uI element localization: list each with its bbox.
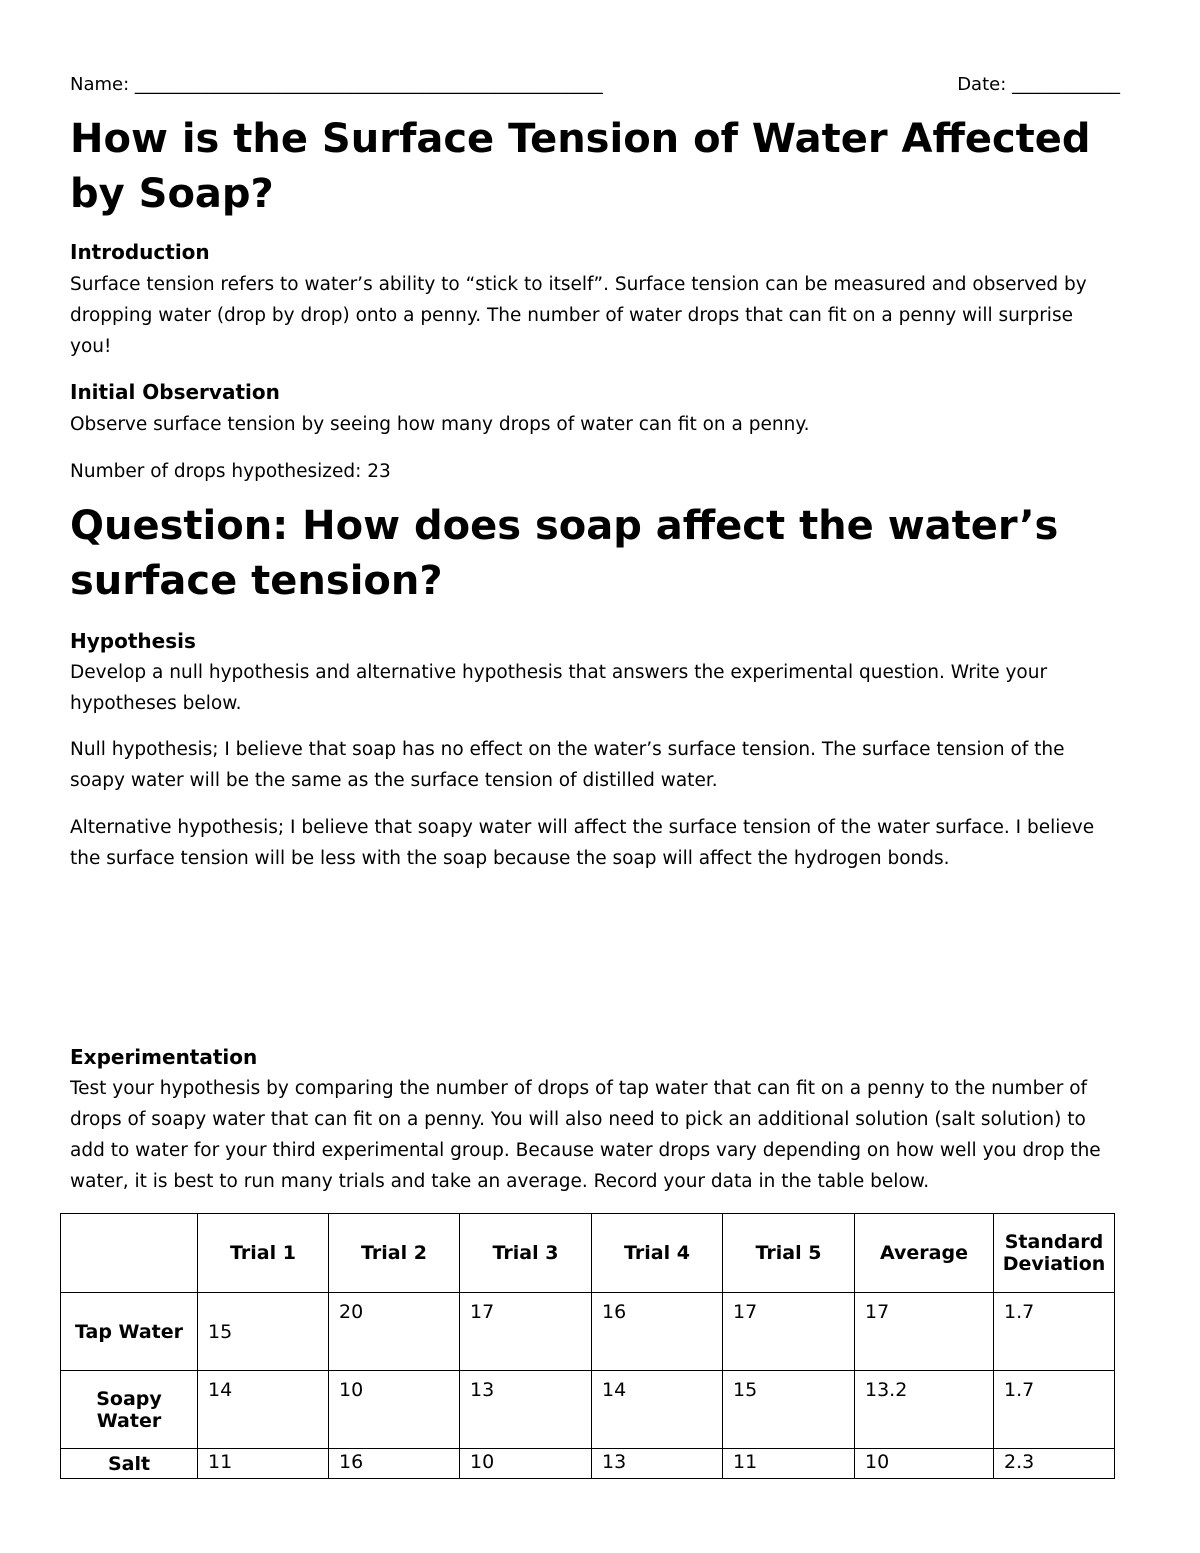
introduction-heading: Introduction (70, 240, 210, 264)
row-label: Salt (61, 1449, 198, 1479)
introduction-text: Surface tension refers to water’s ability to “stick to itself”. Surface tension can be measured and observed by dropping water (drop by drop) onto a penny. The number of water drops that can fit on a penny will surprise you! (70, 274, 1087, 357)
table-header-cell (61, 1214, 198, 1293)
table-header-cell: Trial 3 (460, 1214, 592, 1293)
initial-observation-text: Observe surface tension by seeing how many drops of water can fit on a penny. (70, 414, 810, 435)
initial-observation-heading: Initial Observation (70, 380, 280, 404)
table-header-cell: Trial 5 (723, 1214, 855, 1293)
drops-hypothesized: Number of drops hypothesized: 23 (70, 461, 391, 482)
table-cell: 13.2 (855, 1371, 994, 1449)
table-cell: 11 (198, 1449, 329, 1479)
table-header-cell: Trial 1 (198, 1214, 329, 1293)
table-header-row (61, 1214, 1115, 1293)
question-heading: Question: How does soap affect the water’s surface tension? (70, 503, 1059, 604)
table-cell: 14 (198, 1371, 329, 1449)
table-cell: 17 (855, 1293, 994, 1371)
table-cell: 14 (592, 1371, 723, 1449)
table-header-cell: Average (855, 1214, 994, 1293)
table-cell: 15 (198, 1293, 329, 1371)
null-hypothesis: Null hypothesis; I believe that soap has no effect on the water’s surface tension. The surface tension of the soapy water will be the same as the surface tension of distilled water. (70, 739, 1065, 791)
date-field[interactable]: Date: ____________ (957, 74, 1120, 95)
alternative-hypothesis: Alternative hypothesis; I believe that soapy water will affect the surface tension of the water surface. I believe the surface tension will be less with the soap because the soap will affect the hydrogen bonds. (70, 817, 1095, 869)
table-cell: 11 (723, 1449, 855, 1479)
table-header-cell: Trial 2 (329, 1214, 460, 1293)
table-cell: 10 (329, 1371, 460, 1449)
table-cell: 2.3 (994, 1449, 1115, 1479)
data-table (60, 1213, 1115, 1479)
table-header-cell: Standard Deviation (994, 1214, 1115, 1293)
table-row (61, 1449, 1115, 1479)
table-cell: 17 (723, 1293, 855, 1371)
table-cell: 1.7 (994, 1371, 1115, 1449)
hypothesis-text: Develop a null hypothesis and alternative hypothesis that answers the experimental question. Write your hypotheses below. (70, 662, 1048, 714)
table-row (61, 1293, 1115, 1371)
table-cell: 1.7 (994, 1293, 1115, 1371)
table-row (61, 1371, 1115, 1449)
table-cell: 20 (329, 1293, 460, 1371)
experimentation-heading: Experimentation (70, 1045, 258, 1069)
table-cell: 16 (329, 1449, 460, 1479)
table-cell: 10 (460, 1449, 592, 1479)
table-header-cell: Trial 4 (592, 1214, 723, 1293)
table-cell: 10 (855, 1449, 994, 1479)
table-cell: 17 (460, 1293, 592, 1371)
row-label: Tap Water (61, 1293, 198, 1371)
hypothesis-heading: Hypothesis (70, 629, 196, 653)
row-label: Soapy Water (61, 1371, 198, 1449)
table-cell: 13 (592, 1449, 723, 1479)
table-cell: 13 (460, 1371, 592, 1449)
experimentation-text: Test your hypothesis by comparing the number of drops of tap water that can fit on a penny to the number of drops of soapy water that can fit on a penny. You will also need to pick an additional solution (salt solution) to add to water for your third experimental group. Because water drops vary depending on how well you drop the water, it is best to run many trials and take an average. Record your data in the table below. (70, 1078, 1101, 1192)
table-cell: 15 (723, 1371, 855, 1449)
page-title: How is the Surface Tension of Water Affected by Soap? (70, 116, 1091, 217)
table-cell: 16 (592, 1293, 723, 1371)
name-field[interactable]: Name: ____________________________________________________ (70, 74, 603, 95)
